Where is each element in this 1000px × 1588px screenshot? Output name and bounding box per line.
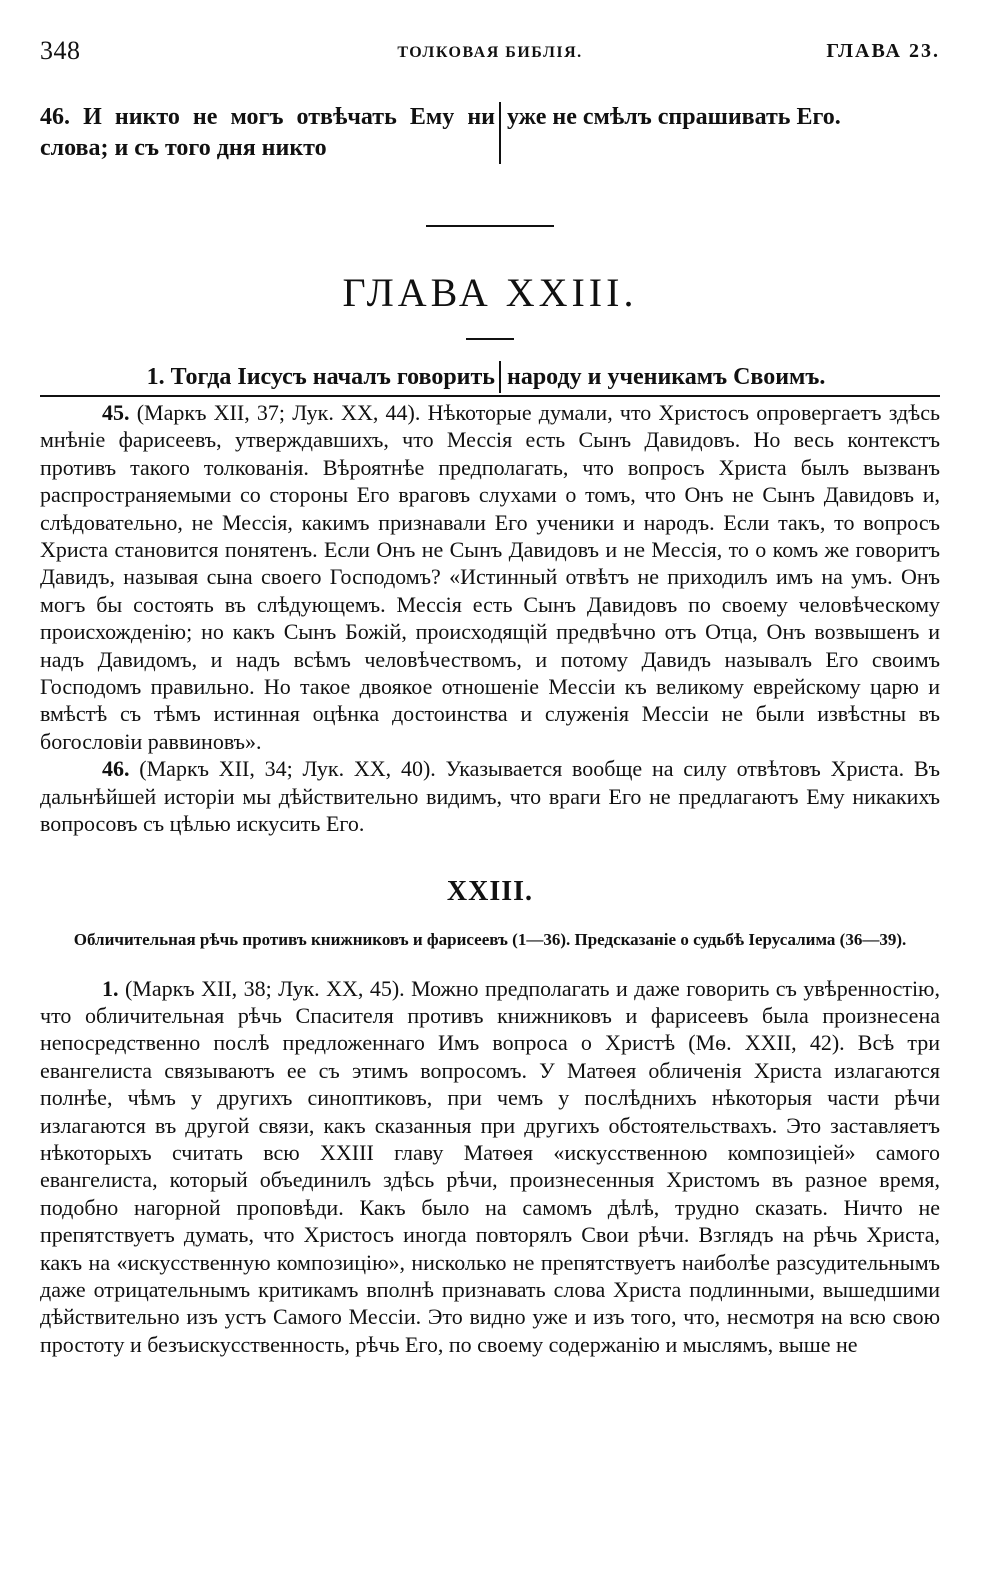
verse-right-column: уже не смѣлъ спрашивать Его. [507,104,841,130]
commentary-text: (Маркъ XII, 34; Лук. XX, 40). Указывается вообще на силу отвѣтовъ Христа. Въ дальнѣйшей исторіи мы дѣйствительно видимъ, что враги Его не предлагаютъ Ему никакихъ вопросовъ съ цѣлью искусить Его. [40,756,940,837]
verse-right-column: народу и ученикамъ Своимъ. [507,364,826,390]
section-number: XXIII. [446,875,534,907]
verse-number: 46. [102,756,130,782]
chapter-heading: ГЛАВА XXIII. [342,270,638,315]
scripture-verse-46 [40,102,940,164]
commentary-paragraph [40,975,940,1359]
commentary-section-bottom [40,975,940,1359]
verse-left-column: 1. Тогда Іисусъ началъ говорить [40,361,501,393]
commentary-paragraph [40,399,940,755]
commentary-paragraph [40,755,940,837]
scripture-verse-1 [40,361,940,393]
divider-rule [426,225,554,227]
running-title: ТОЛКОВАЯ БИБЛІЯ. [397,44,583,61]
section-subtitle: Обличительная рѣчь противъ книжниковъ и фарисеевъ (1—36). Предсказаніе о судьбѣ Іерусалима (36—39). [73,929,907,949]
page-number: 348 [40,36,81,65]
commentary-text: (Маркъ XII, 38; Лук. XX, 45). Можно предполагать и даже говорить съ увѣренностію, что обличительная рѣчь Спасителя противъ книжниковъ и фарисеевъ была произнесена непосредственно послѣ предложеннаго Имъ вопроса о Христѣ (Мѳ. XXII, 42). Всѣ три евангелиста связываютъ ее съ этимъ вопросомъ. У Матѳея обличенія Христа излагаются полнѣе, чѣмъ у другихъ синоптиковъ, при чемъ у послѣднихъ нѣкоторыя части рѣчи излагаются въ другой связи, какъ сказанныя при другихъ обстоятельствахъ. Это заставляетъ нѣкоторыхъ считать всю XXIII главу Матѳея «искусственною композиціей» самого евангелиста, который объединилъ здѣсь рѣчи, произнесенныя Христомъ въ разное время, подобно нагорной проповѣди. Какъ было на самомъ дѣлѣ, трудно сказать. Ничто не препятствуетъ думать, что Христосъ иногда повторялъ Свои рѣчи. Взглядъ на рѣчь Христа, какъ на «искусственную композицію», нисколько не препятствуетъ наиболѣе разсудительнымъ даже отрицательнымъ критикамъ вполнѣ признавать слова Христа подлинными, вышедшими дѣйствительно изъ устъ Самого Мессіи. Это видно уже и изъ того, что, несмотря на всю свою простоту и безъискусственность, рѣчь Его, по своему содержанію и мыслямъ, выше не [40,975,940,1357]
verse-number: 1. [102,975,119,1001]
commentary-section-top [40,399,940,838]
chapter-reference: ГЛАВА 23. [826,40,940,62]
heading-rule [466,338,514,340]
verse-number: 45. [102,400,130,425]
commentary-text: (Маркъ XII, 37; Лук. XX, 44). Нѣкоторые думали, что Христосъ опровергаетъ здѣсь мнѣніе фарисеевъ, утверждавшихъ, что Мессія есть Сынъ Давидовъ. Но весь контекстъ противъ такого толкованія. Вѣроятнѣе предполагать, что вопросъ Христа былъ вызванъ распространяемыми со стороны Его враговъ слухами о томъ, что Онъ не Сынъ Давидовъ и, слѣдовательно, не Мессія, какимъ признавали Его ученики и народъ. Если такъ, то вопросъ Христа становится понятенъ. Если Онъ не Сынъ Давидовъ и не Мессія, то о комъ же говоритъ Давидъ, называя сына своего Господомъ? «Истинный отвѣтъ не приходилъ имъ на умъ. Онъ могъ бы состоять въ слѣдующемъ. Мессія есть Сынъ Давидовъ по своему человѣческому происхожденію; но какъ Сынъ Божій, происходящій предвѣчно отъ Отца, Онъ возвышенъ и надъ Давидомъ, и надъ всѣмъ человѣчествомъ, и потому Давидъ называлъ Его своимъ Господомъ правильно. Но такое двоякое отношеніе Мессіи къ великому еврейскому царю и вмѣстѣ съ тѣмъ истинная оцѣнка достоинства и служенія Мессіи не были извѣстны въ богословіи раввиновъ». [40,400,940,754]
book-page [40,30,940,1358]
commentary-separator [40,395,940,397]
page-header [40,30,940,80]
verse-left-column: 46. И никто не могъ отвѣчать Ему ни слова; и съ того дня никто [40,102,501,164]
